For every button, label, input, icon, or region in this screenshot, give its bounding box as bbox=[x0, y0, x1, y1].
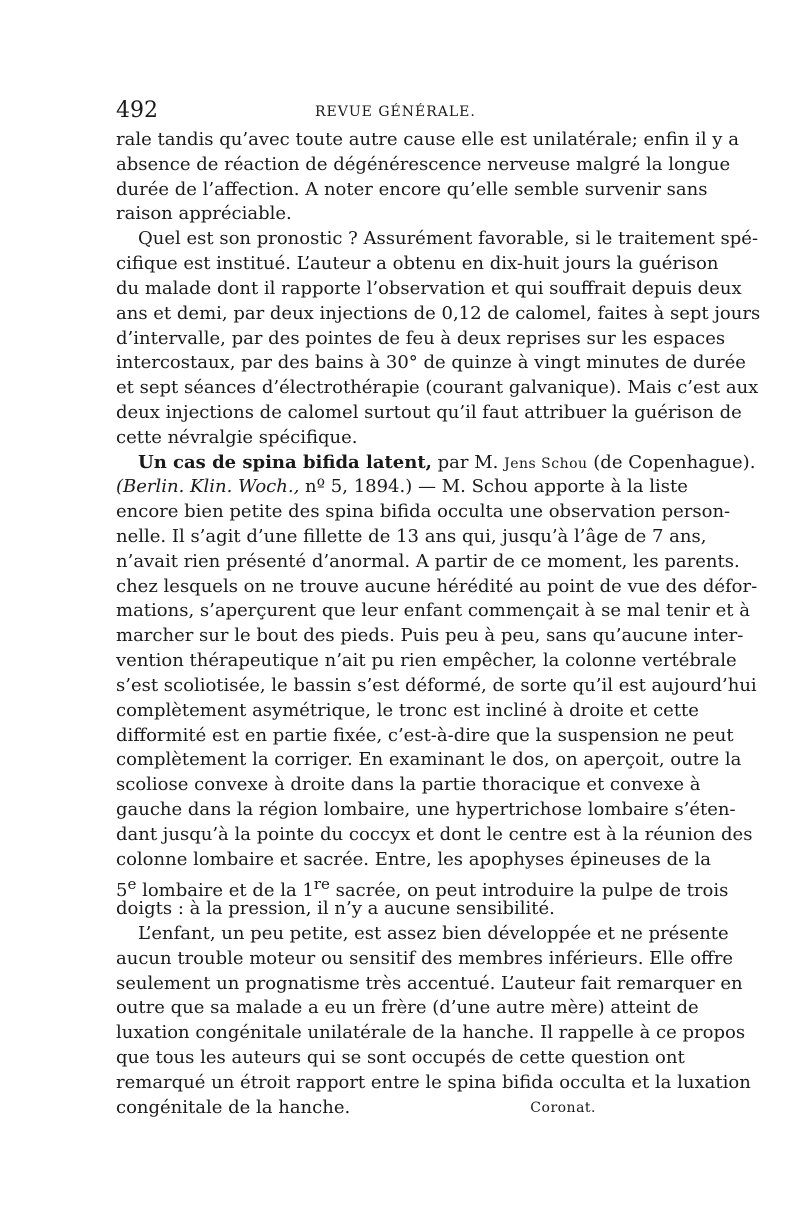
article-body bbox=[116, 128, 761, 1121]
text-line: doigts : à la pression, il n’y a aucune sensibilité. bbox=[116, 898, 555, 920]
journal-title: REVUE GÉNÉRALE. bbox=[315, 104, 476, 120]
text-line: scoliose convexe à droite dans la partie thoracique et convexe à bbox=[116, 774, 701, 796]
text-line: seulement un prognatisme très accentué. L’auteur fait remarquer en bbox=[116, 972, 743, 994]
text-line: remarqué un étroit rapport entre le spina bifida occulta et la luxation bbox=[116, 1071, 751, 1093]
citation-journal: (Berlin. Klin. Woch., bbox=[116, 476, 300, 498]
citation-rest: nº 5, 1894.) — M. Schou apporte à la liste bbox=[299, 476, 688, 498]
text-line bbox=[116, 872, 729, 902]
text-line: cette névralgie spécifique. bbox=[116, 426, 358, 448]
text-line: mations, s’aperçurent que leur enfant commençait à se mal tenir et à bbox=[116, 600, 750, 622]
author-name: Jens Schou bbox=[504, 455, 588, 472]
text-line: luxation congénitale unilatérale de la hanche. Il rappelle à ce propos bbox=[116, 1022, 746, 1044]
text-line: difformité est en partie fixée, c’est-à-dire que la suspension ne peut bbox=[116, 724, 734, 746]
text-line: rale tandis qu’avec toute autre cause elle est unilatérale; enfin il y a bbox=[116, 129, 739, 150]
text-line: ans et demi, par deux injections de 0,12 de calomel, faites à sept jours bbox=[116, 302, 761, 324]
text-line: vention thérapeutique n’ait pu rien empêcher, la colonne vertébrale bbox=[116, 650, 737, 672]
text-line: cifique est institué. L’auteur a obtenu en dix-huit jours la guérison bbox=[116, 253, 719, 275]
text-line: outre que sa malade a eu un frère (d’une autre mère) atteint de bbox=[116, 997, 699, 1019]
citation-line bbox=[116, 475, 688, 500]
text-line: marcher sur le bout des pieds. Puis peu à peu, sans qu’aucune inter- bbox=[116, 625, 744, 647]
text-line: raison appréciable. bbox=[116, 203, 292, 225]
text-line: durée de l’affection. A noter encore qu’elle semble survenir sans bbox=[116, 178, 708, 200]
text-line: complètement asymétrique, le tronc est incliné à droite et cette bbox=[116, 699, 699, 721]
text-line: nelle. Il s’agit d’une fillette de 13 ans qui, jusqu’à l’âge de 7 ans, bbox=[116, 526, 707, 547]
signature: Coronat. bbox=[530, 1099, 596, 1116]
closing-line bbox=[116, 1096, 684, 1121]
author-place: (de Copenhague). bbox=[587, 451, 756, 473]
running-header bbox=[116, 98, 684, 124]
text-fragment: sacrée, on peut introduire la pulpe de trois bbox=[329, 880, 729, 902]
text-line: Quel est son pronostic ? Assurément favorable, si le traitement spé- bbox=[138, 228, 759, 250]
byline: par M. bbox=[431, 451, 505, 473]
text-fragment: lombaire et de la 1 bbox=[136, 880, 314, 902]
text-line: chez lesquels on ne trouve aucune hérédité au point de vue des défor- bbox=[116, 575, 758, 597]
text-line: d’intervalle, par des pointes de feu à deux reprises sur les espaces bbox=[116, 327, 726, 349]
text-line: gauche dans la région lombaire, une hypertrichose lombaire s’éten- bbox=[116, 798, 736, 820]
text-line: dant jusqu’à la pointe du coccyx et dont le centre est à la réunion des bbox=[116, 823, 753, 845]
text-line: aucun trouble moteur ou sensitif des membres inférieurs. Elle offre bbox=[116, 947, 734, 969]
text-line: du malade dont il rapporte l’observation et qui souffrait depuis deux bbox=[116, 277, 742, 299]
page-number: 492 bbox=[116, 98, 158, 123]
text-line: L’enfant, un peu petite, est assez bien développée et ne présente bbox=[138, 923, 729, 944]
text-fragment: 5 bbox=[116, 880, 128, 902]
text-line: absence de réaction de dégénérescence nerveuse malgré la longue bbox=[116, 153, 731, 175]
text-line: que tous les auteurs qui se sont occupés de cette question ont bbox=[116, 1047, 685, 1069]
article-heading-line bbox=[116, 451, 756, 476]
text-line: deux injections de calomel surtout qu’il faut attribuer la guérison de bbox=[116, 401, 742, 423]
superscript: e bbox=[127, 875, 137, 894]
text-line: encore bien petite des spina bifida occulta une observation person- bbox=[116, 501, 731, 523]
article-title: Un cas de spina bifida latent, bbox=[138, 451, 432, 473]
text-line: intercostaux, par des bains à 30° de quinze à vingt minutes de durée bbox=[116, 352, 746, 374]
text-line: complètement la corriger. En examinant le dos, on aperçoit, outre la bbox=[116, 749, 742, 771]
text-line: colonne lombaire et sacrée. Entre, les apophyses épineuses de la bbox=[116, 848, 711, 870]
text-line: congénitale de la hanche. bbox=[116, 1096, 351, 1118]
text-line: n’avait rien présenté d’anormal. A partir de ce moment, les parents. bbox=[116, 550, 740, 572]
text-line: et sept séances d’électrothérapie (courant galvanique). Mais c’est aux bbox=[116, 377, 759, 399]
text-line: s’est scoliotisée, le bassin s’est déformé, de sorte qu’il est aujourd’hui bbox=[116, 674, 757, 696]
superscript: re bbox=[313, 875, 330, 894]
